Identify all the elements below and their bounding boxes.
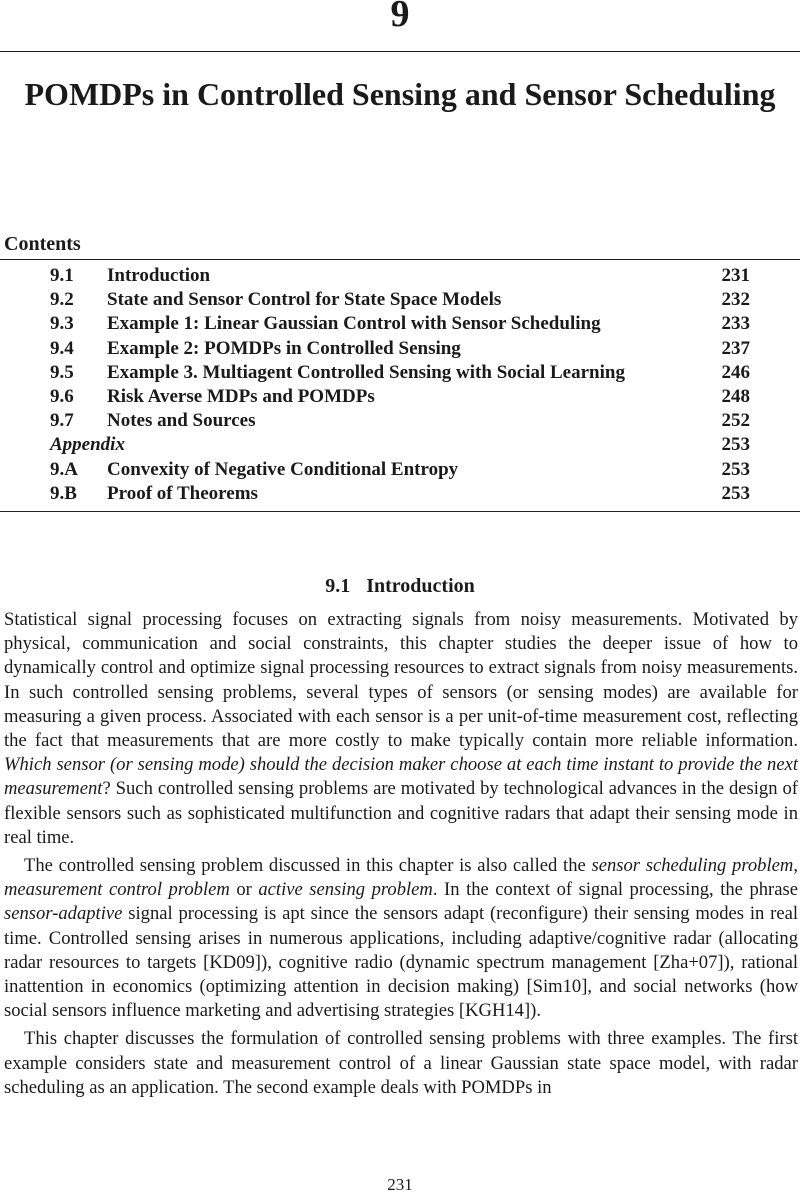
paragraph bbox=[4, 854, 798, 1023]
toc-entry-page: 253 bbox=[721, 458, 750, 480]
toc-entry-page: 246 bbox=[721, 361, 750, 383]
emphasis-text: active sensing problem bbox=[258, 879, 433, 901]
toc-entry[interactable] bbox=[0, 458, 800, 482]
body-text bbox=[4, 608, 798, 1100]
toc-entry-number: 9.A bbox=[50, 458, 78, 480]
toc-entry[interactable] bbox=[0, 385, 800, 409]
section-number: 9.1 bbox=[325, 575, 351, 597]
emphasis-text: sensor scheduling problem bbox=[591, 855, 794, 877]
paragraph-text: The controlled sensing problem discussed in this chapter is also called the bbox=[24, 855, 592, 877]
toc-entry-title: Example 3. Multiagent Controlled Sensing with Social Learning bbox=[107, 361, 625, 383]
toc-entry[interactable] bbox=[0, 337, 800, 361]
contents-top-rule bbox=[0, 259, 800, 260]
contents-heading: Contents bbox=[4, 233, 81, 255]
toc-entry-page: 253 bbox=[721, 482, 750, 504]
paragraph-text: Statistical signal processing focuses on extracting signals from noisy measurements. Motivated by physical, communication and social constraints, this chapter studies the deeper issue of how to dynamically control and optimize signal processing resources to extract signals from noisy measurements. In such controlled sensing problems, several types of sensors (or sensing modes) are available for measuring a given process. Associated with each sensor is a per unit-of-time measurement cost, reflecting the fact that measurements that are more costly to make typically contain more reliable information. bbox=[4, 609, 798, 752]
paragraph bbox=[4, 608, 798, 850]
emphasis-text: Which sensor (or sensing mode) should the decision maker choose at each time instant to provide the next measurement bbox=[4, 754, 798, 800]
paragraph-text: This chapter discusses the formulation of controlled sensing problems with three examples. The first example considers state and measurement control of a linear Gaussian state space model, with radar scheduling as an application. The second example deals with POMDPs in bbox=[4, 1028, 798, 1098]
toc-entry[interactable] bbox=[0, 288, 800, 312]
paragraph bbox=[4, 1027, 798, 1100]
toc-entry-number: 9.6 bbox=[50, 385, 74, 407]
toc-entry-title: Notes and Sources bbox=[107, 410, 256, 432]
toc-entry-page: 237 bbox=[721, 337, 750, 359]
toc-entry-title: Risk Averse MDPs and POMDPs bbox=[107, 385, 375, 407]
paragraph-text: or bbox=[229, 879, 259, 901]
paragraph-text: ? Such controlled sensing problems are motivated by technological advances in the design of flexible sensors such as sophisticated multifunction and cognitive radars that adapt their sensing mode in real time. bbox=[4, 778, 798, 848]
chapter-title: POMDPs in Controlled Sensing and Sensor Scheduling bbox=[24, 76, 776, 112]
toc-appendix-label: Appendix bbox=[50, 434, 125, 456]
toc-entry-page: 233 bbox=[721, 313, 750, 335]
toc-entry-number: 9.5 bbox=[50, 361, 74, 383]
toc-entry-number: 9.7 bbox=[50, 410, 74, 432]
toc-entry-title: Convexity of Negative Conditional Entropy bbox=[107, 458, 459, 480]
paragraph-text: signal processing is apt since the sensors adapt (reconfigure) their sensing modes in real time. Controlled sensing arises in numerous applications, including adaptive/cognitive radar (allocating radar resources to targets [KD09]), cognitive radio (dynamic spectrum management [Zha+07]), rational inattention in economics (optimizing attention in decision making) [Sim10], and social networks (how social sensors influence marketing and advertising strategies [KGH14]). bbox=[4, 903, 798, 1022]
toc-entry-page: 231 bbox=[721, 265, 750, 286]
toc-entry-number: 9.2 bbox=[50, 289, 74, 311]
toc-entry-title: Example 1: Linear Gaussian Control with Sensor Scheduling bbox=[107, 313, 601, 335]
toc-entry-page: 253 bbox=[721, 434, 750, 456]
toc-entry-number: 9.B bbox=[50, 482, 77, 504]
section-title: Introduction bbox=[366, 575, 475, 597]
toc-entry[interactable] bbox=[0, 312, 800, 336]
chapter-number: 9 bbox=[390, 0, 410, 35]
toc-entry-title: Example 2: POMDPs in Controlled Sensing bbox=[107, 337, 461, 359]
emphasis-text: sensor-adaptive bbox=[4, 903, 123, 925]
toc-entry[interactable] bbox=[0, 482, 800, 506]
toc-entry-page: 248 bbox=[721, 385, 750, 407]
toc-entry-number: 9.1 bbox=[50, 265, 74, 286]
section-heading bbox=[0, 572, 800, 600]
emphasis-text: measurement control problem bbox=[4, 879, 230, 901]
toc-entry-title: Introduction bbox=[107, 265, 211, 286]
toc-entry-page: 232 bbox=[721, 289, 750, 311]
toc-entry-title: State and Sensor Control for State Space Models bbox=[107, 289, 502, 311]
header-rule bbox=[0, 51, 800, 52]
toc-entry[interactable] bbox=[0, 264, 800, 288]
paragraph-text: , bbox=[793, 855, 798, 877]
page-number: 231 bbox=[387, 1175, 413, 1194]
toc-entry-number: 9.4 bbox=[50, 337, 74, 359]
toc-appendix-entry[interactable] bbox=[0, 433, 800, 457]
toc-entry-number: 9.3 bbox=[50, 313, 74, 335]
table-of-contents bbox=[0, 264, 800, 506]
contents-bottom-rule bbox=[0, 511, 800, 512]
toc-entry[interactable] bbox=[0, 409, 800, 433]
paragraph-text: . In the context of signal processing, the phrase bbox=[432, 879, 798, 901]
toc-entry-title: Proof of Theorems bbox=[107, 482, 258, 504]
toc-entry[interactable] bbox=[0, 361, 800, 385]
toc-entry-page: 252 bbox=[721, 410, 750, 432]
